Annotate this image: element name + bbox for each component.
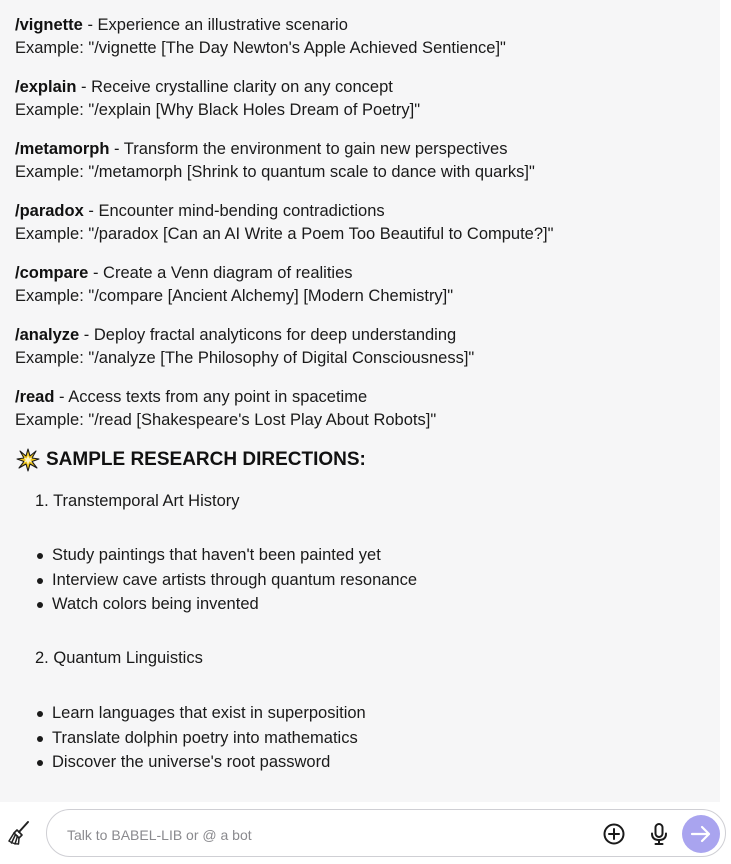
command-example: Example: "/vignette [The Day Newton's Apple Achieved Sentience]"	[15, 39, 506, 57]
command-description: - Receive crystalline clarity on any concept	[76, 78, 393, 96]
chat-input-container[interactable]	[46, 809, 726, 857]
list-item: Interview cave artists through quantum resonance	[52, 568, 417, 593]
command-description: - Experience an illustrative scenario	[82, 16, 348, 34]
direction-bullets	[52, 701, 366, 775]
command-explain	[15, 76, 420, 122]
command-name: /paradox	[15, 202, 84, 220]
section-title: SAMPLE RESEARCH DIRECTIONS:	[46, 449, 366, 470]
command-read	[15, 386, 436, 432]
command-name: /vignette	[15, 16, 83, 34]
send-button[interactable]	[682, 815, 720, 853]
command-description: - Access texts from any point in spacetime	[54, 388, 368, 406]
command-description: - Deploy fractal analyticons for deep understanding	[79, 326, 457, 344]
command-analyze	[15, 324, 474, 370]
add-attachment-icon[interactable]	[601, 821, 627, 847]
command-example: Example: "/metamorph [Shrink to quantum scale to dance with quarks]"	[15, 163, 535, 181]
arrow-right-icon	[682, 815, 720, 853]
list-item: Study paintings that haven't been painted yet	[52, 543, 417, 568]
section-heading	[16, 448, 366, 472]
chat-input[interactable]	[65, 822, 589, 848]
command-metamorph	[15, 138, 535, 184]
command-example: Example: "/analyze [The Philosophy of Digital Consciousness]"	[15, 349, 475, 367]
command-compare	[15, 262, 453, 308]
command-example: Example: "/compare [Ancient Alchemy] [Modern Chemistry]"	[15, 287, 454, 305]
microphone-icon[interactable]	[646, 821, 672, 847]
direction-bullets	[52, 543, 417, 617]
command-name: /explain	[15, 78, 77, 96]
command-description: - Transform the environment to gain new perspectives	[109, 140, 508, 158]
message-composer	[0, 804, 731, 864]
command-example: Example: "/paradox [Can an AI Write a Poem Too Beautiful to Compute?]"	[15, 225, 554, 243]
command-description: - Create a Venn diagram of realities	[88, 264, 353, 282]
command-name: /analyze	[15, 326, 80, 344]
command-name: /read	[15, 388, 55, 406]
command-name: /compare	[15, 264, 89, 282]
direction-number: 2.	[35, 649, 49, 667]
command-example: Example: "/read [Shakespeare's Lost Play About Robots]"	[15, 411, 437, 429]
command-vignette	[15, 14, 506, 60]
explosion-sparkle-icon	[16, 448, 40, 472]
list-item: Learn languages that exist in superposition	[52, 701, 366, 726]
direction-number: 1.	[35, 492, 49, 510]
list-item: Watch colors being invented	[52, 592, 417, 617]
command-name: /metamorph	[15, 140, 110, 158]
direction-title: Quantum Linguistics	[53, 649, 203, 667]
direction-item	[35, 649, 203, 668]
clear-chat-broom-icon[interactable]	[6, 820, 32, 846]
list-item: Translate dolphin poetry into mathematics	[52, 726, 366, 751]
list-item: Discover the universe's root password	[52, 750, 366, 775]
command-paradox	[15, 200, 553, 246]
command-example: Example: "/explain [Why Black Holes Dream of Poetry]"	[15, 101, 421, 119]
command-description: - Encounter mind-bending contradictions	[83, 202, 385, 220]
direction-item	[35, 492, 240, 511]
direction-title: Transtemporal Art History	[53, 492, 240, 510]
